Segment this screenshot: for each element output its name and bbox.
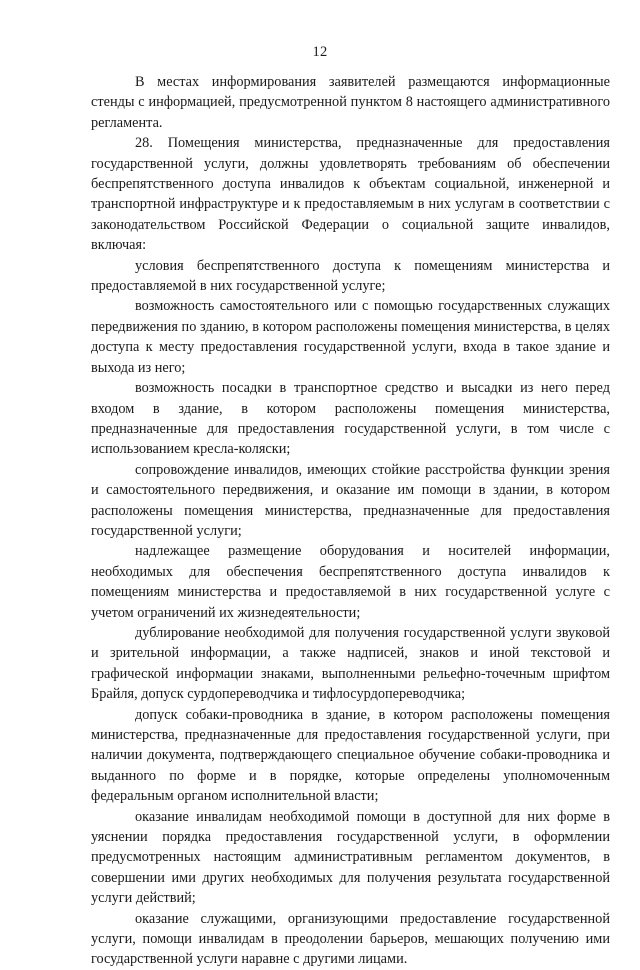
paragraph-equipment-placement: надлежащее размещение оборудования и носителей информации, необходимых для обеспечения беспрепятственного доступа инвалидов к помещениям министерства и предоставляемой в них государственной услуге с учетом ограничений их жизнедеятельности;	[91, 543, 610, 621]
paragraph-movement-in-building: возможность самостоятельного или с помощью государственных служащих передвижения по зданию, в котором расположены помещения министерства, в целях доступа к месту предоставления государственной услуги, входа в такое здание и выхода из него;	[91, 298, 610, 376]
paragraph-accompaniment: сопровождение инвалидов, имеющих стойкие расстройства функции зрения и самостоятельного передвижения, и оказание им помощи в здании, в котором расположены помещения министерства, предназначенные для предоставления государственной услуги;	[91, 461, 610, 539]
document-body	[91, 72, 610, 970]
page-number: 12	[312, 44, 328, 60]
paragraph-transport-boarding: возможность посадки в транспортное средство и высадки из него перед входом в здание, в котором расположены помещения министерства, предназначенные для предоставления государственной услуги, в том числе с использованием кресла-коляски;	[91, 380, 610, 458]
paragraph-28-premises-requirements: 28. Помещения министерства, предназначенные для предоставления государственной услуги, должны удовлетворять требованиям об обеспечении беспрепятственного доступа инвалидов к объектам социальной, инженерной и транспортной инфраструктуре и к предоставляемым в них услугам в соответствии с законодательством Российской Федерации о социальной защите инвалидов, включая:	[91, 135, 610, 254]
paragraph-info-stands: В местах информирования заявителей размещаются информационные стенды с информацией, предусмотренной пунктом 8 настоящего административного регламента.	[91, 74, 610, 131]
paragraph-information-duplication: дублирование необходимой для получения государственной услуги звуковой и зрительной информации, а также надписей, знаков и иной текстовой и графической информации знаками, выполненными рельефно-точечным шрифтом Брайля, допуск сурдопереводчика и тифлосурдопереводчика;	[91, 624, 610, 703]
paragraph-access-conditions: условия беспрепятственного доступа к помещениям министерства и предоставляемой в них государственной услуге;	[91, 257, 610, 295]
paragraph-assistance-to-disabled: оказание инвалидам необходимой помощи в доступной для них форме в уяснении порядка предоставления государственной услуги, в оформлении предусмотренных настоящим административным регламентом документов, в совершении ими других необходимых для получения результата государственной услуги действий;	[91, 808, 610, 907]
paragraph-staff-assistance: оказание служащими, организующими предоставление государственной услуги, помощи инвалидам в преодолении барьеров, мешающих получению ими государственной услуги наравне с другими лицами.	[91, 910, 610, 968]
paragraph-guide-dog-admission: допуск собаки-проводника в здание, в котором расположены помещения министерства, предназначенные для предоставления государственной услуги, при наличии документа, подтверждающего специальное обучение собаки-проводника и выданного по форме и в порядке, которые определены уполномоченным федеральным органом исполнительной власти;	[91, 706, 610, 805]
